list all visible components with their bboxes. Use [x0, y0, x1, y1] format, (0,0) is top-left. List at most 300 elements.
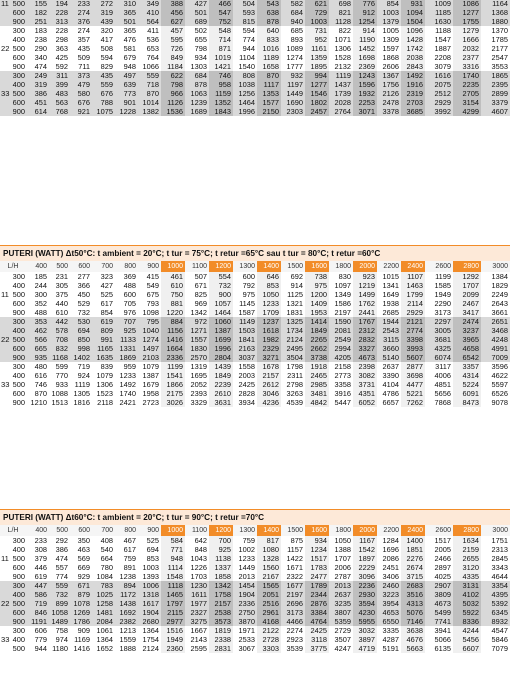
- power-cell: 2398: [353, 362, 377, 371]
- power-cell: 467: [115, 536, 138, 545]
- power-cell: 780: [92, 563, 115, 572]
- power-cell: 1271: [185, 326, 209, 335]
- row-height-cell: 400: [0, 545, 28, 554]
- power-cell: 4477: [401, 380, 425, 389]
- table-title: PUTERI (WATT) Δt60°C: t ambient = 20°C; t tur = 90°C; t retur =70°C: [0, 509, 510, 525]
- power-cell: 3661: [481, 308, 510, 317]
- power-cell: 1199: [161, 362, 185, 371]
- power-cell: 870: [138, 89, 161, 98]
- power-cell: 3715: [401, 572, 425, 581]
- power-cell: 2729: [329, 626, 353, 635]
- power-cell: 839: [92, 362, 115, 371]
- power-cell: 679: [115, 53, 138, 62]
- power-cell: 4313: [401, 599, 425, 608]
- power-cell: 1699: [209, 335, 233, 344]
- power-cell: 1119: [329, 71, 353, 80]
- power-cell: 2466: [425, 554, 453, 563]
- power-cell: 1944: [377, 317, 401, 326]
- table-row: [0, 635, 510, 644]
- power-cell: 6542: [453, 353, 481, 362]
- power-cell: 932: [281, 71, 305, 80]
- power-cell: 559: [49, 581, 70, 590]
- power-cell: 2126: [377, 89, 401, 98]
- power-cell: 1277: [305, 80, 329, 89]
- power-cell: 501: [115, 17, 138, 26]
- power-cell: 2177: [481, 44, 510, 53]
- power-cell: 893: [281, 35, 305, 44]
- row-height-cell: 600: [0, 389, 28, 398]
- power-cell: 1698: [353, 53, 377, 62]
- power-cell: 3237: [453, 326, 481, 335]
- power-cell: 415: [138, 272, 161, 281]
- power-cell: 2369: [353, 62, 377, 71]
- power-cell: 1025: [92, 590, 115, 599]
- power-cell: 1904: [233, 590, 257, 599]
- table-row: [0, 536, 510, 545]
- power-cell: 1492: [401, 71, 425, 80]
- power-cell: 2845: [481, 554, 510, 563]
- power-cell: 925: [209, 545, 233, 554]
- power-cell: 1422: [281, 554, 305, 563]
- power-cell: 4851: [425, 380, 453, 389]
- power-cell: 4325: [425, 344, 453, 353]
- power-cell: 684: [185, 71, 209, 80]
- power-cell: 1325: [281, 317, 305, 326]
- power-cell: 774: [49, 572, 70, 581]
- table-row: [0, 317, 510, 326]
- power-cell: 4287: [377, 635, 401, 644]
- power-cell: 1897: [353, 554, 377, 563]
- power-cell: 3082: [353, 371, 377, 380]
- power-cell: 462: [28, 326, 49, 335]
- power-cell: 2843: [401, 62, 425, 71]
- power-cell: 1517: [425, 536, 453, 545]
- power-cell: 1284: [377, 536, 401, 545]
- power-cell: 2787: [329, 572, 353, 581]
- power-cell: 4764: [305, 617, 329, 626]
- power-cell: 1019: [209, 53, 233, 62]
- power-cell: 272: [92, 0, 115, 8]
- power-cell: 1306: [329, 44, 353, 53]
- power-cell: 1465: [161, 590, 185, 599]
- power-cell: 1277: [453, 8, 481, 17]
- power-cell: 504: [233, 0, 257, 8]
- power-cell: 4676: [401, 635, 425, 644]
- power-cell: 870: [28, 389, 49, 398]
- table-row: [0, 8, 510, 17]
- power-cell: 2929: [425, 98, 453, 107]
- power-cell: 2549: [329, 335, 353, 344]
- column-header: 700: [92, 525, 115, 536]
- power-cell: 466: [209, 0, 233, 8]
- table-row: [0, 80, 510, 89]
- power-cell: 3379: [481, 98, 510, 107]
- power-cell: 732: [209, 281, 233, 290]
- power-cell: 274: [70, 26, 92, 35]
- power-cell: 2377: [453, 53, 481, 62]
- power-cell: 854: [92, 308, 115, 317]
- power-cell: 878: [257, 17, 281, 26]
- power-cell: 773: [115, 89, 138, 98]
- power-cell: 692: [281, 272, 305, 281]
- power-cell: 3032: [353, 626, 377, 635]
- power-cell: 3516: [401, 590, 425, 599]
- power-cell: 427: [185, 0, 209, 8]
- power-cell: 1168: [49, 353, 70, 362]
- power-cell: 732: [70, 308, 92, 317]
- power-cell: 1234: [305, 545, 329, 554]
- power-cell: 646: [257, 272, 281, 281]
- table-row: [0, 644, 510, 653]
- power-cell: 3934: [233, 398, 257, 407]
- column-header: 1200: [209, 525, 233, 536]
- power-cell: 700: [209, 536, 233, 545]
- group-label: 22: [1, 335, 10, 344]
- power-cell: 731: [305, 26, 329, 35]
- power-cell: 529: [70, 299, 92, 308]
- power-cell: 894: [115, 581, 138, 590]
- power-cell: 638: [257, 8, 281, 17]
- column-header: 1000: [161, 261, 185, 272]
- power-cell: 2253: [353, 98, 377, 107]
- table-row: [0, 572, 510, 581]
- table-row: [0, 563, 510, 572]
- power-cell: 1094: [401, 8, 425, 17]
- power-cell: 1786: [70, 617, 92, 626]
- power-cell: 3406: [377, 572, 401, 581]
- column-header: 2800: [453, 261, 481, 272]
- power-cell: 1658: [257, 62, 281, 71]
- power-cell: 1558: [233, 362, 257, 371]
- power-cell: 365: [115, 26, 138, 35]
- power-cell: 966: [161, 89, 185, 98]
- power-cell: 1050: [257, 290, 281, 299]
- power-cell: 2122: [257, 626, 281, 635]
- power-cell: 379: [28, 554, 49, 563]
- power-cell: 1843: [209, 107, 233, 116]
- power-cell: 689: [185, 17, 209, 26]
- power-cell: 2723: [138, 398, 161, 407]
- power-cell: 1464: [233, 98, 257, 107]
- power-cell: 1370: [481, 26, 510, 35]
- power-cell: 1652: [92, 644, 115, 653]
- power-cell: 3223: [377, 590, 401, 599]
- power-cell: 1352: [209, 98, 233, 107]
- table-row: [0, 335, 510, 344]
- power-cell: 719: [70, 362, 92, 371]
- power-cell: 870: [257, 71, 281, 80]
- row-height-cell: 500 11: [0, 554, 28, 563]
- power-cell: 1523: [92, 389, 115, 398]
- power-cell: 952: [305, 35, 329, 44]
- power-cell: 1858: [209, 572, 233, 581]
- power-cell: 1331: [115, 344, 138, 353]
- row-height-cell: 400: [0, 35, 28, 44]
- power-cell: 3807: [329, 608, 353, 617]
- power-cell: 1938: [377, 299, 401, 308]
- power-cell: 944: [233, 44, 257, 53]
- power-cell: 2013: [233, 572, 257, 581]
- power-cell: 1167: [353, 536, 377, 545]
- power-cell: 2303: [281, 107, 305, 116]
- power-cell: 340: [28, 53, 49, 62]
- power-cell: 2876: [305, 599, 329, 608]
- power-cell: 319: [28, 80, 49, 89]
- power-cell: 685: [281, 26, 305, 35]
- power-cell: 2425: [233, 380, 257, 389]
- column-header: 400: [28, 261, 49, 272]
- power-cell: 934: [185, 53, 209, 62]
- power-cell: 1057: [209, 299, 233, 308]
- power-cell: 1238: [115, 572, 138, 581]
- power-cell: 547: [209, 8, 233, 17]
- power-cell: 427: [92, 281, 115, 290]
- power-cell: 1953: [305, 308, 329, 317]
- power-cell: 2103: [138, 353, 161, 362]
- table-row: [0, 299, 510, 308]
- power-cell: 3335: [377, 626, 401, 635]
- power-cell: 1156: [161, 326, 185, 335]
- row-height-cell: 500 11: [0, 290, 28, 299]
- power-cell: 925: [115, 326, 138, 335]
- power-cell: 2923: [281, 635, 305, 644]
- power-cell: 1382: [138, 107, 161, 116]
- column-header: 3000: [481, 261, 510, 272]
- power-cell: 1254: [353, 17, 377, 26]
- power-cell: 846: [28, 608, 49, 617]
- power-cell: 474: [28, 62, 49, 71]
- column-header: 2200: [377, 261, 401, 272]
- table-row: [0, 290, 510, 299]
- power-cell: 2977: [161, 617, 185, 626]
- power-cell: 548: [209, 26, 233, 35]
- power-cell: 488: [115, 281, 138, 290]
- power-cell: 3596: [481, 362, 510, 371]
- power-cell: 1513: [49, 398, 70, 407]
- row-height-cell: 300: [0, 272, 28, 281]
- power-cell: 543: [257, 0, 281, 8]
- power-cell: 1880: [481, 17, 510, 26]
- power-cell: 1303: [185, 62, 209, 71]
- power-cell: 2685: [377, 308, 401, 317]
- power-cell: 825: [185, 290, 209, 299]
- power-cell: 1104: [233, 53, 257, 62]
- power-cell: 1617: [138, 599, 161, 608]
- power-cell: 536: [138, 35, 161, 44]
- power-cell: 3468: [481, 326, 510, 335]
- power-cell: 559: [138, 71, 161, 80]
- power-cell: 1895: [305, 62, 329, 71]
- table-row: [0, 62, 510, 71]
- power-cell: 2680: [138, 617, 161, 626]
- power-cell: 1190: [353, 35, 377, 44]
- power-cell: 244: [28, 281, 49, 290]
- power-cell: 1172: [115, 590, 138, 599]
- power-cell: 1274: [281, 53, 305, 62]
- power-cell: 3329: [185, 398, 209, 407]
- power-cell: 411: [138, 26, 161, 35]
- column-header: 1300: [233, 261, 257, 272]
- power-cell: 1667: [185, 626, 209, 635]
- power-cell: 1949: [425, 290, 453, 299]
- table-row: [0, 608, 510, 617]
- power-cell: 373: [70, 71, 92, 80]
- power-cell: 1169: [70, 635, 92, 644]
- power-cell: 1164: [481, 0, 510, 8]
- power-cell: 1038: [233, 80, 257, 89]
- column-header: 3000: [481, 525, 510, 536]
- power-cell: 1666: [453, 35, 481, 44]
- power-cell: 1003: [138, 563, 161, 572]
- power-cell: 3775: [305, 644, 329, 653]
- power-cell: 617: [115, 545, 138, 554]
- power-cell: 1618: [257, 326, 281, 335]
- power-cell: 793: [138, 299, 161, 308]
- power-cell: 6607: [453, 644, 481, 653]
- table-row: [0, 26, 510, 35]
- power-cell: 599: [49, 362, 70, 371]
- power-cell: 488: [28, 308, 49, 317]
- power-cell: 300: [28, 290, 49, 299]
- row-height-cell: 900: [0, 308, 28, 317]
- power-cell: 1043: [185, 554, 209, 563]
- power-cell: 1349: [329, 290, 353, 299]
- power-cell: 2235: [453, 80, 481, 89]
- power-cell: 708: [49, 335, 70, 344]
- power-cell: 1816: [70, 398, 92, 407]
- power-cell: 2457: [305, 107, 329, 116]
- power-cell: 2478: [377, 98, 401, 107]
- power-cell: 878: [185, 80, 209, 89]
- power-cell: 2297: [425, 317, 453, 326]
- power-cell: 8473: [453, 398, 481, 407]
- power-cell: 2290: [425, 299, 453, 308]
- power-cell: 1734: [281, 326, 305, 335]
- power-cell: 1309: [377, 35, 401, 44]
- power-cell: 1542: [353, 545, 377, 554]
- power-cell: 2311: [281, 371, 305, 380]
- power-cell: 2360: [161, 644, 185, 653]
- power-cell: 4205: [329, 353, 353, 362]
- power-cell: 639: [115, 80, 138, 89]
- power-cell: 891: [115, 563, 138, 572]
- power-cell: 2382: [115, 617, 138, 626]
- power-cell: 783: [92, 581, 115, 590]
- power-cell: 1489: [49, 617, 70, 626]
- power-cell: 2705: [453, 89, 481, 98]
- power-cell: 238: [28, 35, 49, 44]
- power-cell: 183: [28, 26, 49, 35]
- power-cell: 1802: [305, 98, 329, 107]
- power-cell: 1454: [233, 581, 257, 590]
- power-cell: 5456: [453, 635, 481, 644]
- power-cell: 676: [70, 98, 92, 107]
- power-cell: 1200: [305, 290, 329, 299]
- power-cell: 1359: [305, 53, 329, 62]
- power-cell: 809: [92, 326, 115, 335]
- power-cell: 2132: [329, 62, 353, 71]
- power-cell: 5447: [329, 398, 353, 407]
- power-cell: 3263: [281, 389, 305, 398]
- power-cell: 1982: [257, 335, 281, 344]
- power-cell: 1918: [305, 362, 329, 371]
- power-cell: 3026: [161, 398, 185, 407]
- power-cell: 1233: [257, 299, 281, 308]
- power-cell: 1560: [257, 563, 281, 572]
- power-cell: 298: [49, 35, 70, 44]
- row-height-cell: 400: [0, 281, 28, 290]
- power-cell: 581: [115, 44, 138, 53]
- power-cell: 1758: [209, 590, 233, 599]
- power-cell: 435: [70, 44, 92, 53]
- power-cell: 664: [92, 554, 115, 563]
- power-cell: 1342: [209, 581, 233, 590]
- power-cell: 853: [138, 554, 161, 563]
- power-cell: 233: [70, 0, 92, 8]
- power-cell: 1762: [353, 299, 377, 308]
- table-row: [0, 308, 510, 317]
- power-cell: 1888: [115, 644, 138, 653]
- table-row: [0, 398, 510, 407]
- power-cell: 779: [28, 635, 49, 644]
- column-header: 2800: [453, 525, 481, 536]
- row-height-cell: 400: [0, 326, 28, 335]
- power-cell: 1649: [377, 290, 401, 299]
- column-header: 900: [138, 525, 161, 536]
- power-cell: 451: [28, 98, 49, 107]
- table-title: PUTERI (WATT) Δt50°C: t ambient = 20°C; t tur = 75°C; t retur =65°C sau t tur = 80°C; t retur =60°C: [0, 245, 510, 261]
- power-cell: 2197: [281, 590, 305, 599]
- power-cell: 642: [185, 536, 209, 545]
- power-cell: 4466: [281, 617, 305, 626]
- power-cell: 2052: [185, 380, 209, 389]
- power-cell: 388: [161, 0, 185, 8]
- power-cell: 446: [28, 563, 49, 572]
- power-cell: 1831: [281, 308, 305, 317]
- column-header: 2400: [401, 525, 425, 536]
- power-cell: 3037: [233, 353, 257, 362]
- power-cell: 1306: [92, 380, 115, 389]
- power-cell: 829: [92, 62, 115, 71]
- power-cell: 580: [70, 89, 92, 98]
- power-cell: 3941: [425, 626, 453, 635]
- power-cell: 850: [70, 335, 92, 344]
- power-cell: 1189: [257, 53, 281, 62]
- power-cell: 752: [209, 17, 233, 26]
- table-row: [0, 371, 510, 380]
- power-cell: 2674: [401, 563, 425, 572]
- power-cell: 5846: [481, 635, 510, 644]
- power-cell: 1161: [305, 44, 329, 53]
- power-cell: 935: [28, 353, 49, 362]
- column-header: 1200: [209, 261, 233, 272]
- power-cell: 1191: [28, 617, 49, 626]
- power-cell: 4673: [353, 353, 377, 362]
- power-cell: 3481: [305, 389, 329, 398]
- power-cell: 578: [49, 326, 70, 335]
- power-cell: 1517: [305, 554, 329, 563]
- power-cell: 2167: [257, 572, 281, 581]
- power-cell: 959: [115, 362, 138, 371]
- power-cell: 1756: [377, 80, 401, 89]
- power-cell: 369: [115, 272, 138, 281]
- power-cell: 2084: [92, 617, 115, 626]
- power-cell: 323: [92, 272, 115, 281]
- power-cell: 2159: [453, 545, 481, 554]
- power-cell: 6657: [377, 398, 401, 407]
- power-cell: 249: [28, 71, 49, 80]
- power-cell: 7868: [425, 398, 453, 407]
